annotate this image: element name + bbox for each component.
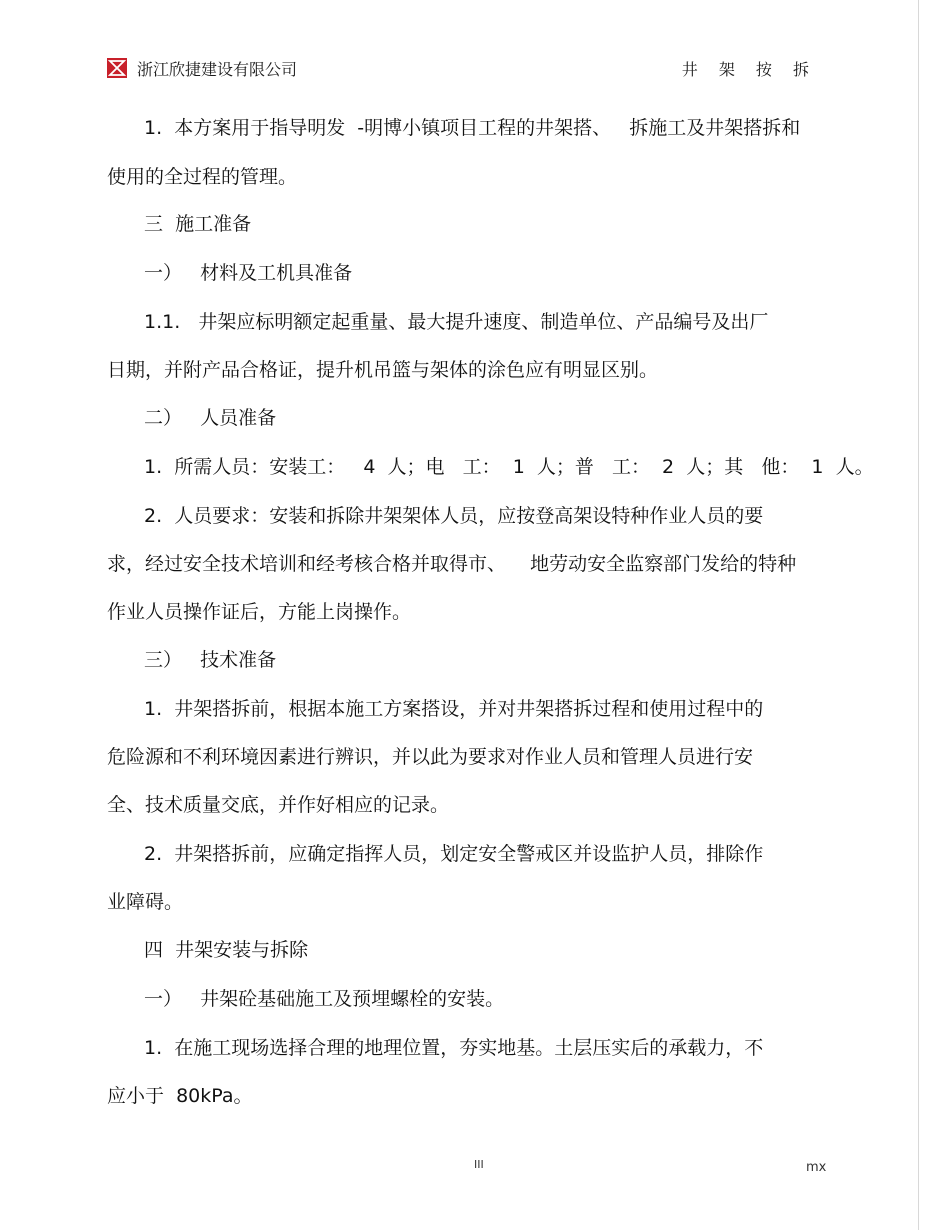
- section-heading: 四 井架安装与拆除: [144, 939, 309, 961]
- text-line: 1. 所需人员：安装工： 4 人；电 工： 1 人；普 工： 2 人；其 他： 1 人。: [144, 456, 874, 478]
- text-line: 作业人员操作证后，方能上岗操作。: [107, 601, 412, 623]
- text-line: 日期，并附产品合格证，提升机吊篮与架体的涂色应有明显区别。: [107, 359, 659, 381]
- text-line: 求，经过安全技术培训和经考核合格并取得市、 地劳动安全监察部门发给的特种: [107, 553, 797, 575]
- text-line: 1. 井架搭拆前，根据本施工方案搭设，并对井架搭拆过程和使用过程中的: [144, 698, 764, 720]
- page-edge-line: [918, 0, 919, 1230]
- subsection-heading: 二） 人员准备: [144, 407, 277, 429]
- text-line: 业障碍。: [107, 891, 184, 913]
- text-line: 2. 井架搭拆前，应确定指挥人员，划定安全警戒区并设监护人员，排除作: [144, 843, 764, 865]
- subsection-heading: 一） 材料及工机具准备: [144, 262, 353, 284]
- subsection-heading: 一） 井架砼基础施工及预埋螺栓的安装。: [144, 988, 505, 1010]
- text-line: 1. 在施工现场选择合理的地理位置，夯实地基。土层压实后的承载力，不: [144, 1037, 764, 1059]
- page-number: III: [474, 1158, 484, 1171]
- company-name: 浙江欣捷建设有限公司: [137, 60, 298, 79]
- company-logo-icon: [107, 58, 127, 78]
- text-line: 2. 人员要求：安装和拆除井架架体人员，应按登高架设特种作业人员的要: [144, 505, 764, 527]
- footer-mark: mx: [806, 1160, 827, 1175]
- subsection-heading: 三） 技术准备: [144, 649, 277, 671]
- text-line: 应小于 80kPa。: [107, 1085, 253, 1107]
- text-line: 1. 本方案用于指导明发 -明博小镇项目工程的井架搭、 拆施工及井架搭拆和: [144, 117, 801, 139]
- document-title: 井 架 按 拆: [681, 60, 817, 79]
- section-heading: 三 施工准备: [144, 213, 252, 235]
- text-line: 全、技术质量交底，并作好相应的记录。: [107, 794, 450, 816]
- text-line: 使用的全过程的管理。: [107, 166, 298, 188]
- text-line: 危险源和不利环境因素进行辨识，并以此为要求对作业人员和管理人员进行安: [107, 746, 754, 768]
- text-line: 1.1. 井架应标明额定起重量、最大提升速度、制造单位、产品编号及出厂: [144, 311, 769, 333]
- page-header: [107, 58, 827, 84]
